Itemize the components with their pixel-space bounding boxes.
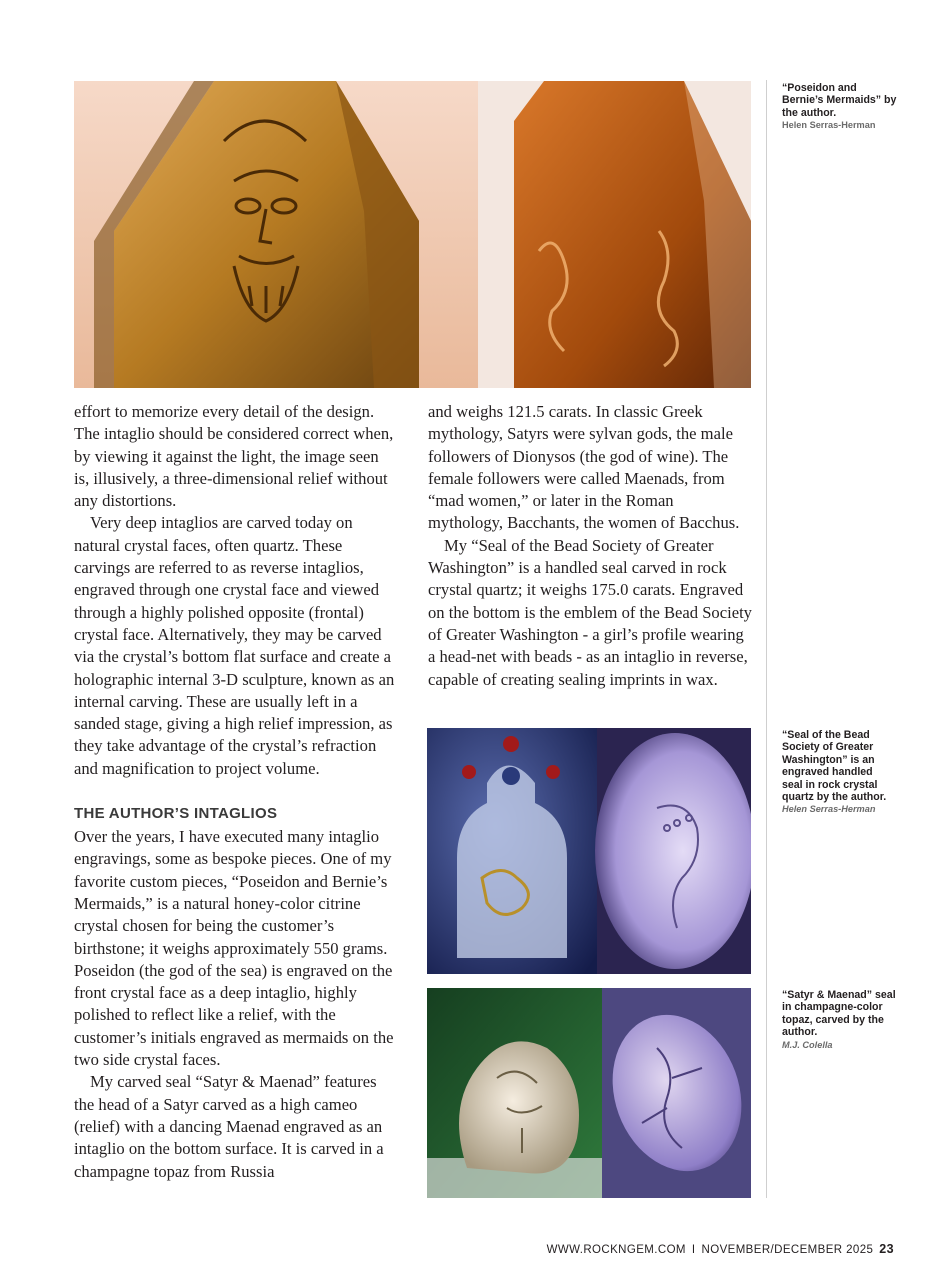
caption-seal-text: “Seal of the Bead Society of Greater Washington” is an engraved handled seal in rock crystal quartz by the author. <box>782 729 887 804</box>
right-paragraph-2: My “Seal of the Bead Society of Greater Washington” is a handled seal carved in rock crystal quartz; it weighs 175.0 carats. Engraved on the bottom is the emblem of the Bead Society of Greater Washington - a girl’s profile wearing a head-net with beads - as an intaglio in reverse, capable of creating sealing imprints in wax. <box>428 535 752 689</box>
caption-poseidon-text: “Poseidon and Bernie’s Mermaids” by the author. <box>782 82 897 119</box>
left-text-column <box>74 401 396 1183</box>
right-text-column <box>428 401 752 691</box>
caption-satyr-credit: M.J. Colella <box>782 1039 833 1050</box>
footer-separator: I <box>691 1244 696 1256</box>
caption-satyr <box>782 989 898 1051</box>
left-paragraph-2: Very deep intaglios are carved today on natural crystal faces, often quartz. These carvings are referred to as reverse intaglios, engraved through one crystal face and viewed through a highly polished opposite (frontal) crystal face. Alternatively, they may be carved via the crystal’s bottom flat surface and create a holographic internal 3-D sculpture, known as an internal carving. These are usually left in a sanded stage, giving a high relief impression, as they take advantage of the crystal’s refraction and magnification to project volume. <box>74 513 395 778</box>
caption-seal-credit: Helen Serras-Herman <box>782 804 876 815</box>
caption-seal <box>782 729 892 816</box>
page-footer <box>547 1242 894 1256</box>
footer-issue: NOVEMBER/DECEMBER 2025 <box>701 1244 874 1256</box>
footer-website: WWW.ROCKNGEM.COM <box>546 1244 686 1256</box>
left-paragraph-1: effort to memorize every detail of the design. The intaglio should be considered correct when, by viewing it against the light, the image seen is, illusively, a three-dimensional relief without any distortions. <box>74 402 394 511</box>
caption-poseidon-credit: Helen Serras-Herman <box>782 120 876 131</box>
section-heading: THE AUTHOR’S INTAGLIOS <box>74 805 278 823</box>
caption-poseidon <box>782 82 900 132</box>
caption-satyr-text: “Satyr & Maenad” seal in champagne-color topaz, carved by the author. <box>782 989 896 1039</box>
page-number: 23 <box>879 1242 894 1256</box>
poseidon-citrine-photo <box>74 81 751 388</box>
left-paragraph-3: Over the years, I have executed many intaglio engravings, some as bespoke pieces. One of my favorite custom pieces, “Poseidon and Bernie’s Mermaids,” is a natural honey-color citrine crystal chosen for being the customer’s birthstone; it weighs approximately 550 grams. Poseidon (the god of the sea) is engraved on the front crystal face as a deep intaglio, highly polished to reflect like a relief, with the customer’s initials engraved as mermaids on the two side crystal faces. <box>74 827 394 1070</box>
satyr-maenad-photo <box>427 988 751 1198</box>
column-divider <box>766 80 767 1198</box>
right-paragraph-1: and weighs 121.5 carats. In classic Greek mythology, Satyrs were sylvan gods, the male followers of Dionysos (the god of wine). The female followers were called Maenads, from “mad women,” or later in the Roman mythology, Bacchants, the women of Bacchus. <box>428 402 740 533</box>
bead-society-seal-photo <box>427 728 751 974</box>
left-paragraph-4: My carved seal “Satyr & Maenad” features the head of a Satyr carved as a high cameo (relief) with a dancing Maenad engraved as an intaglio on the bottom surface. It is carved in a champagne topaz from Russia <box>74 1072 384 1181</box>
